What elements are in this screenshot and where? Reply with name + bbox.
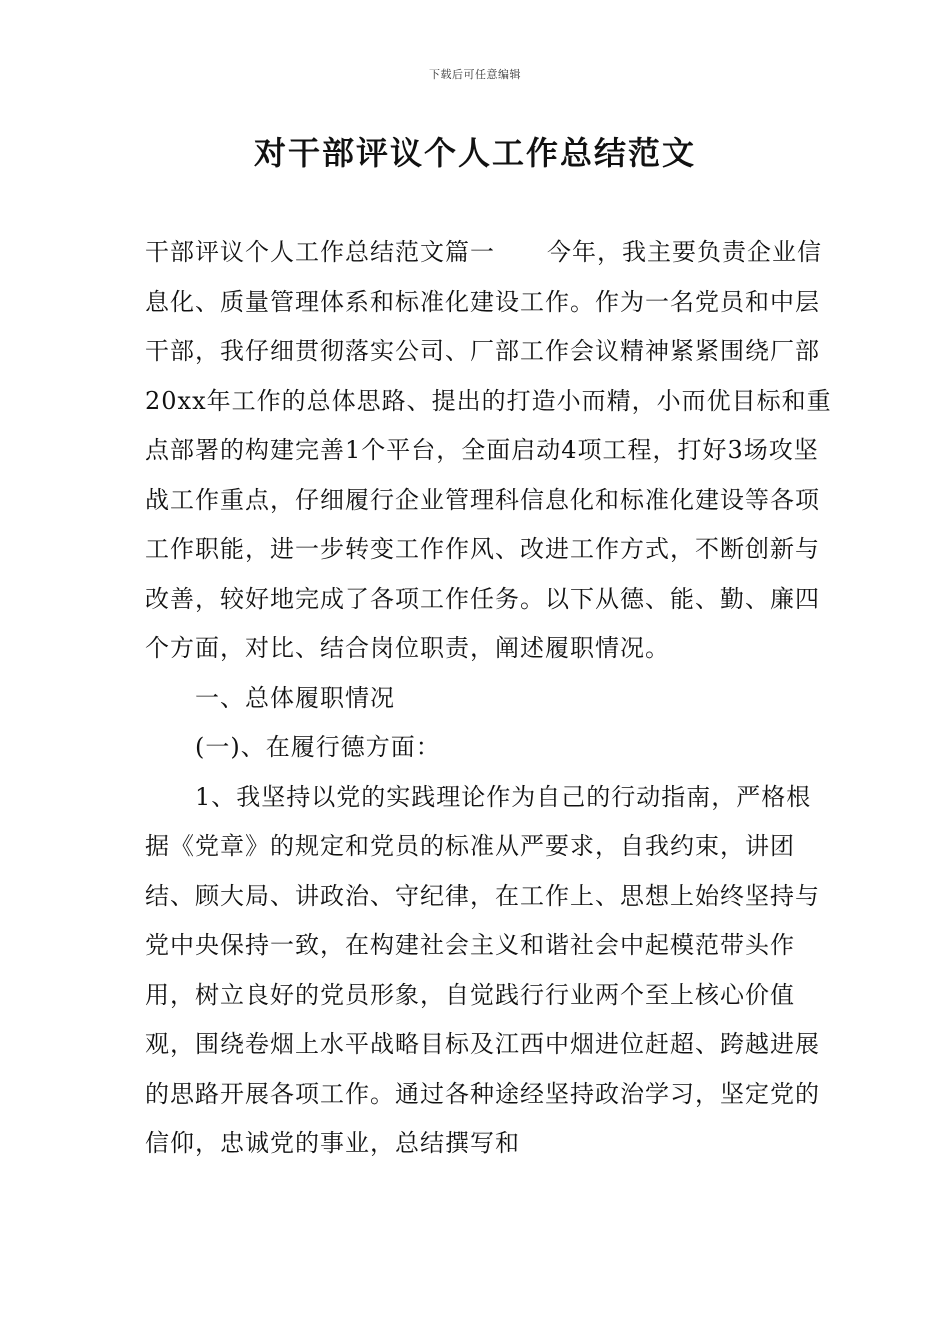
paragraph-intro-body: 今年，我主要负责企业信息化、质量管理体系和标准化建设工作。作为一名党员和中层干部，我仔细贯彻落实公司、厂部工作会议精神紧紧围绕厂部20xx年工作的总体思路、提出的打造小而精，小而优目标和重点部署的构建完善1个平台，全面启动4项工程，打好3场攻坚战工作重点，仔细履行企业管理科信息化和标准化建设等各项工作职能，进一步转变工作作风、改进工作方式，不断创新与改善，较好地完成了各项工作任务。以下从德、能、勤、廉四个方面，对比、结合岗位职责，阐述履职情况。 (145, 238, 832, 662)
document-title: 对干部评议个人工作总结范文 (253, 134, 696, 172)
paragraph-1: 1、我坚持以党的实践理论作为自己的行动指南，严格根据《党章》的规定和党员的标准从严要求，自我约束，讲团结、顾大局、讲政治、守纪律，在工作上、思想上始终坚持与党中央保持一致，在构建社会主义和谐社会中起模范带头作用，树立良好的党员形象，自觉践行行业两个至上核心价值观，围绕卷烟上水平战略目标及江西中烟进位赶超、跨越进展的思路开展各项工作。通过各种途经坚持政治学习，坚定党的信仰，忠诚党的事业，总结撰写和 (145, 782, 820, 1157)
paragraph-intro-lead: 干部评议个人工作总结范文篇一 (145, 238, 495, 266)
document-body (145, 228, 835, 1169)
paragraph-intro (145, 228, 835, 674)
section-heading-2: (一)、在履行德方面： (195, 733, 441, 761)
section-heading-1: 一、总体履职情况 (195, 683, 395, 712)
header-note: 下载后可任意编辑 (429, 68, 521, 81)
